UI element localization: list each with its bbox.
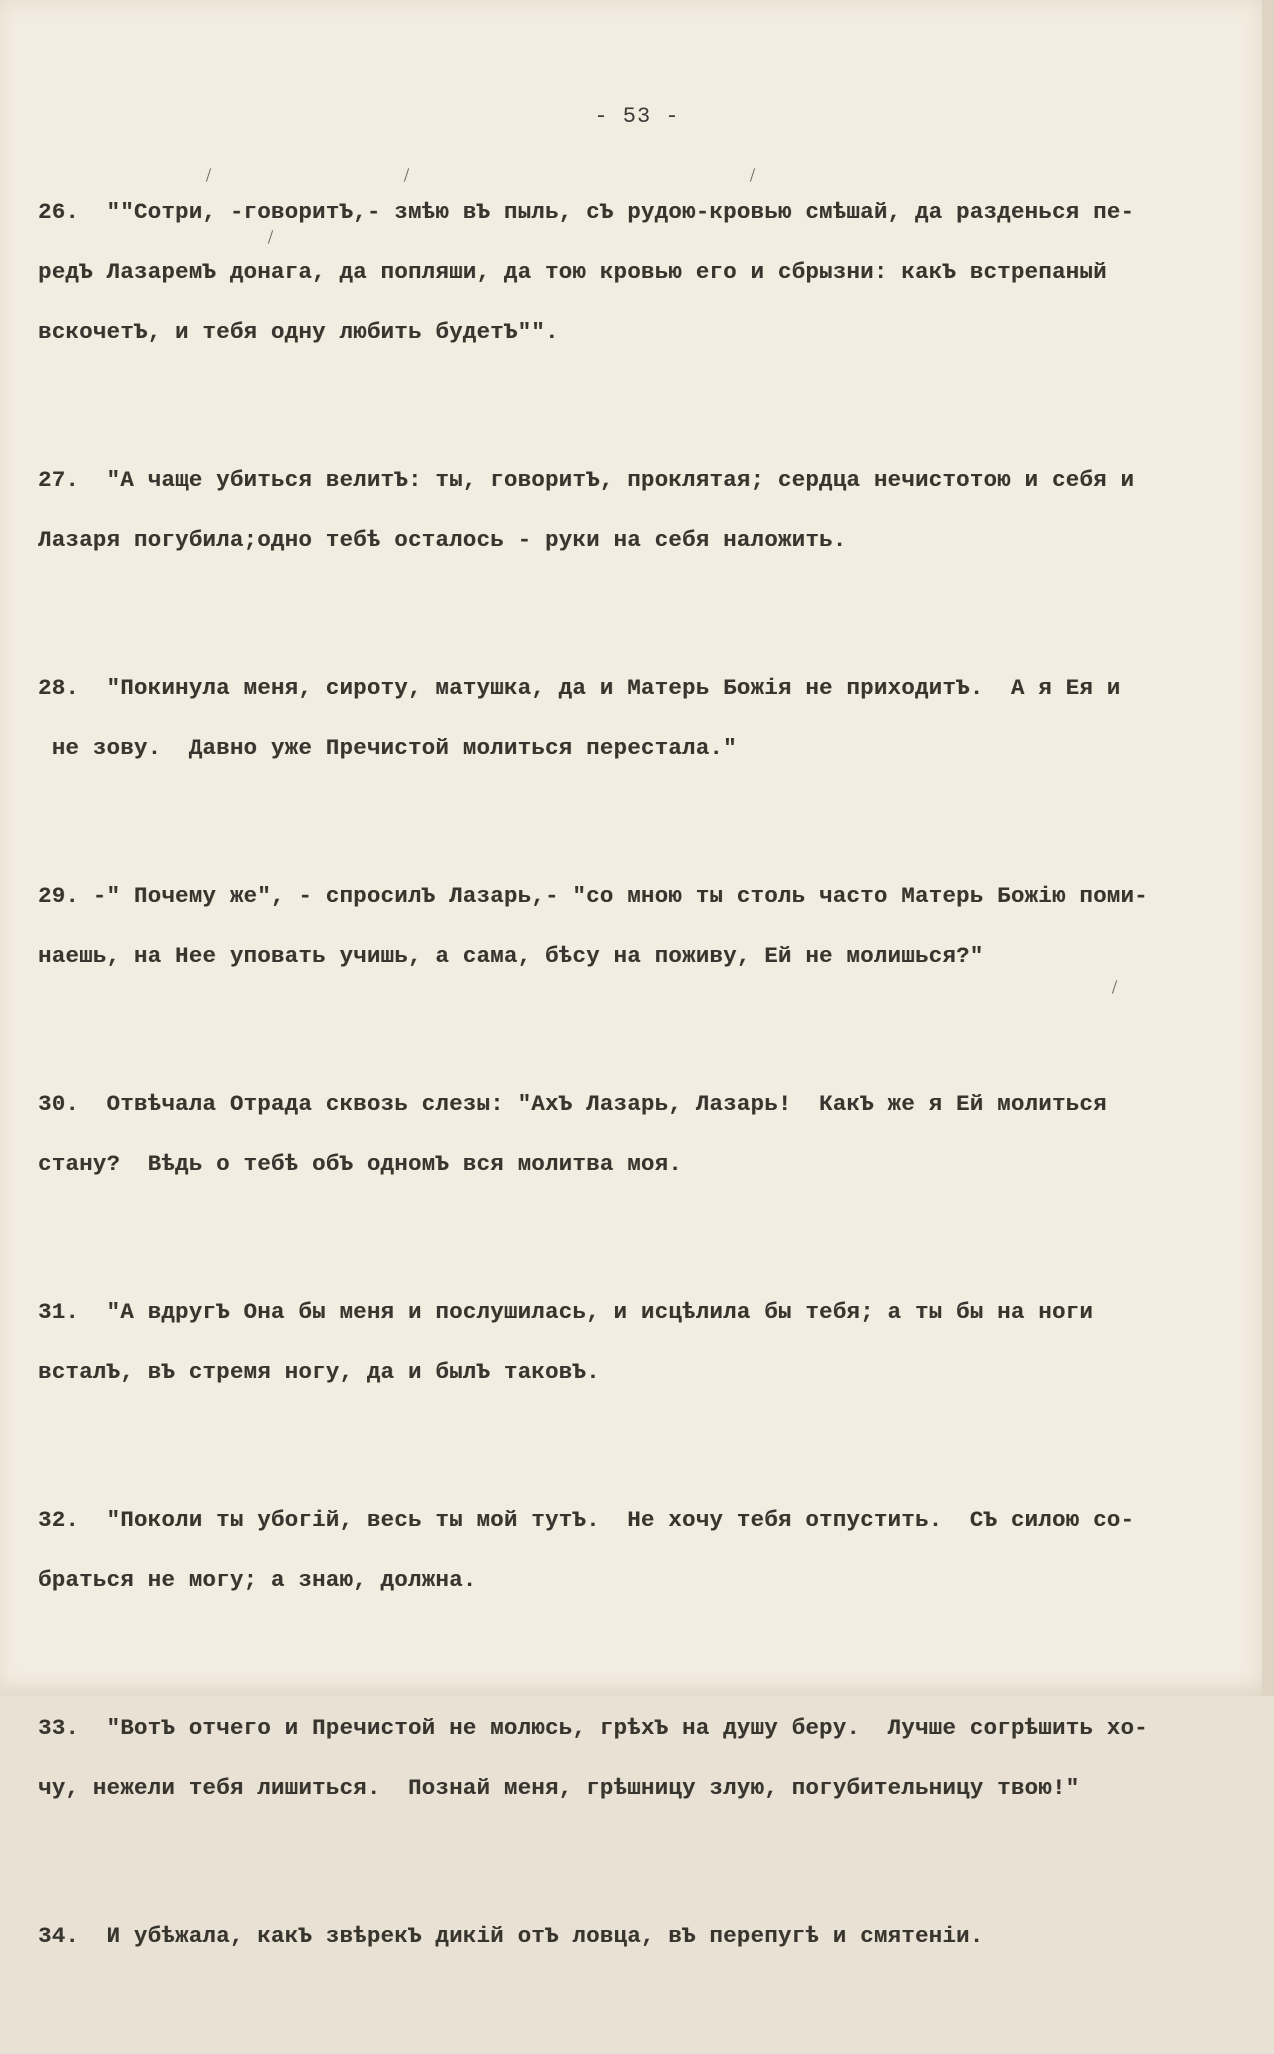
text-line: редЪ ЛазаремЪ донага, да попляши, да тою кровью его и сбрызни: какЪ встрепаный	[38, 259, 1107, 285]
text-line: 33. "ВотЪ отчего и Пречистой не молюсь, грѣхЪ на душу беру. Лучше согрѣшить хо-	[38, 1715, 1148, 1741]
accent-mark	[750, 168, 755, 182]
text-line: не зову. Давно уже Пречистой молиться перестала."	[38, 735, 737, 761]
text-line: 32. "Поколи ты убогій, весь ты мой тутЪ. Не хочу тебя отпустить. СЪ силою со-	[38, 1507, 1135, 1533]
text-line: наешь, на Нее уповать учишь, а сама, бѣсу на поживу, Ей не молишься?"	[38, 943, 984, 969]
paragraph-31	[38, 1282, 1248, 1402]
text-line: 29. -" Почему же", - спросилЪ Лазарь,- "со мною ты столь часто Матерь Божію поми-	[38, 883, 1148, 909]
paragraph-27	[38, 450, 1248, 570]
text-line: 27. "А чаще убиться велитЪ: ты, говоритЪ, проклятая; сердца нечистотою и себя и	[38, 467, 1135, 493]
accent-mark	[404, 168, 409, 182]
text-line: всталЪ, вЪ стремя ногу, да и былЪ таковЪ.	[38, 1359, 600, 1385]
paragraph-32	[38, 1490, 1248, 1610]
text-line: 26. ""Сотри, -говоритЪ,- змѣю вЪ пыль, сЪ рудою-кровью смѣшай, да разденься пе-	[38, 199, 1135, 225]
text-line: 30. Отвѣчала Отрада сквозь слезы: "АхЪ Лазарь, Лазарь! КакЪ же я Ей молиться	[38, 1091, 1107, 1117]
accent-mark	[206, 168, 211, 182]
text-line: 34. И убѣжала, какЪ звѣрекЪ дикій отЪ ловца, вЪ перепугѣ и смятеніи.	[38, 1923, 984, 1949]
page-number: - 53 -	[594, 104, 680, 129]
text-line: стану? Вѣдь о тебѣ обЪ одномЪ вся молитва моя.	[38, 1151, 683, 1177]
paragraph-28	[38, 658, 1248, 778]
text-line: 28. "Покинула меня, сироту, матушка, да и Матерь Божія не приходитЪ. А я Ея и	[38, 675, 1121, 701]
text-line: чу, нежели тебя лишиться. Познай меня, грѣшницу злую, погубительницу твою!"	[38, 1775, 1080, 1801]
paragraph-33	[38, 1698, 1248, 1818]
document-body	[38, 182, 1248, 2054]
text-line: Лазаря погубила;одно тебѣ осталось - руки на себя наложить.	[38, 527, 847, 553]
text-line: браться не могу; а знаю, должна.	[38, 1567, 477, 1593]
text-line: 31. "А вдругЪ Она бы меня и послушилась, и исцѣлила бы тебя; а ты бы на ноги	[38, 1299, 1094, 1325]
text-line: вскочетЪ, и тебя одну любить будетЪ"".	[38, 319, 559, 345]
paragraph-29	[38, 866, 1248, 986]
paragraph-26	[38, 182, 1248, 362]
paragraph-34	[38, 1906, 1248, 1966]
page-edge	[1262, 0, 1274, 1696]
paragraph-30	[38, 1074, 1248, 1194]
